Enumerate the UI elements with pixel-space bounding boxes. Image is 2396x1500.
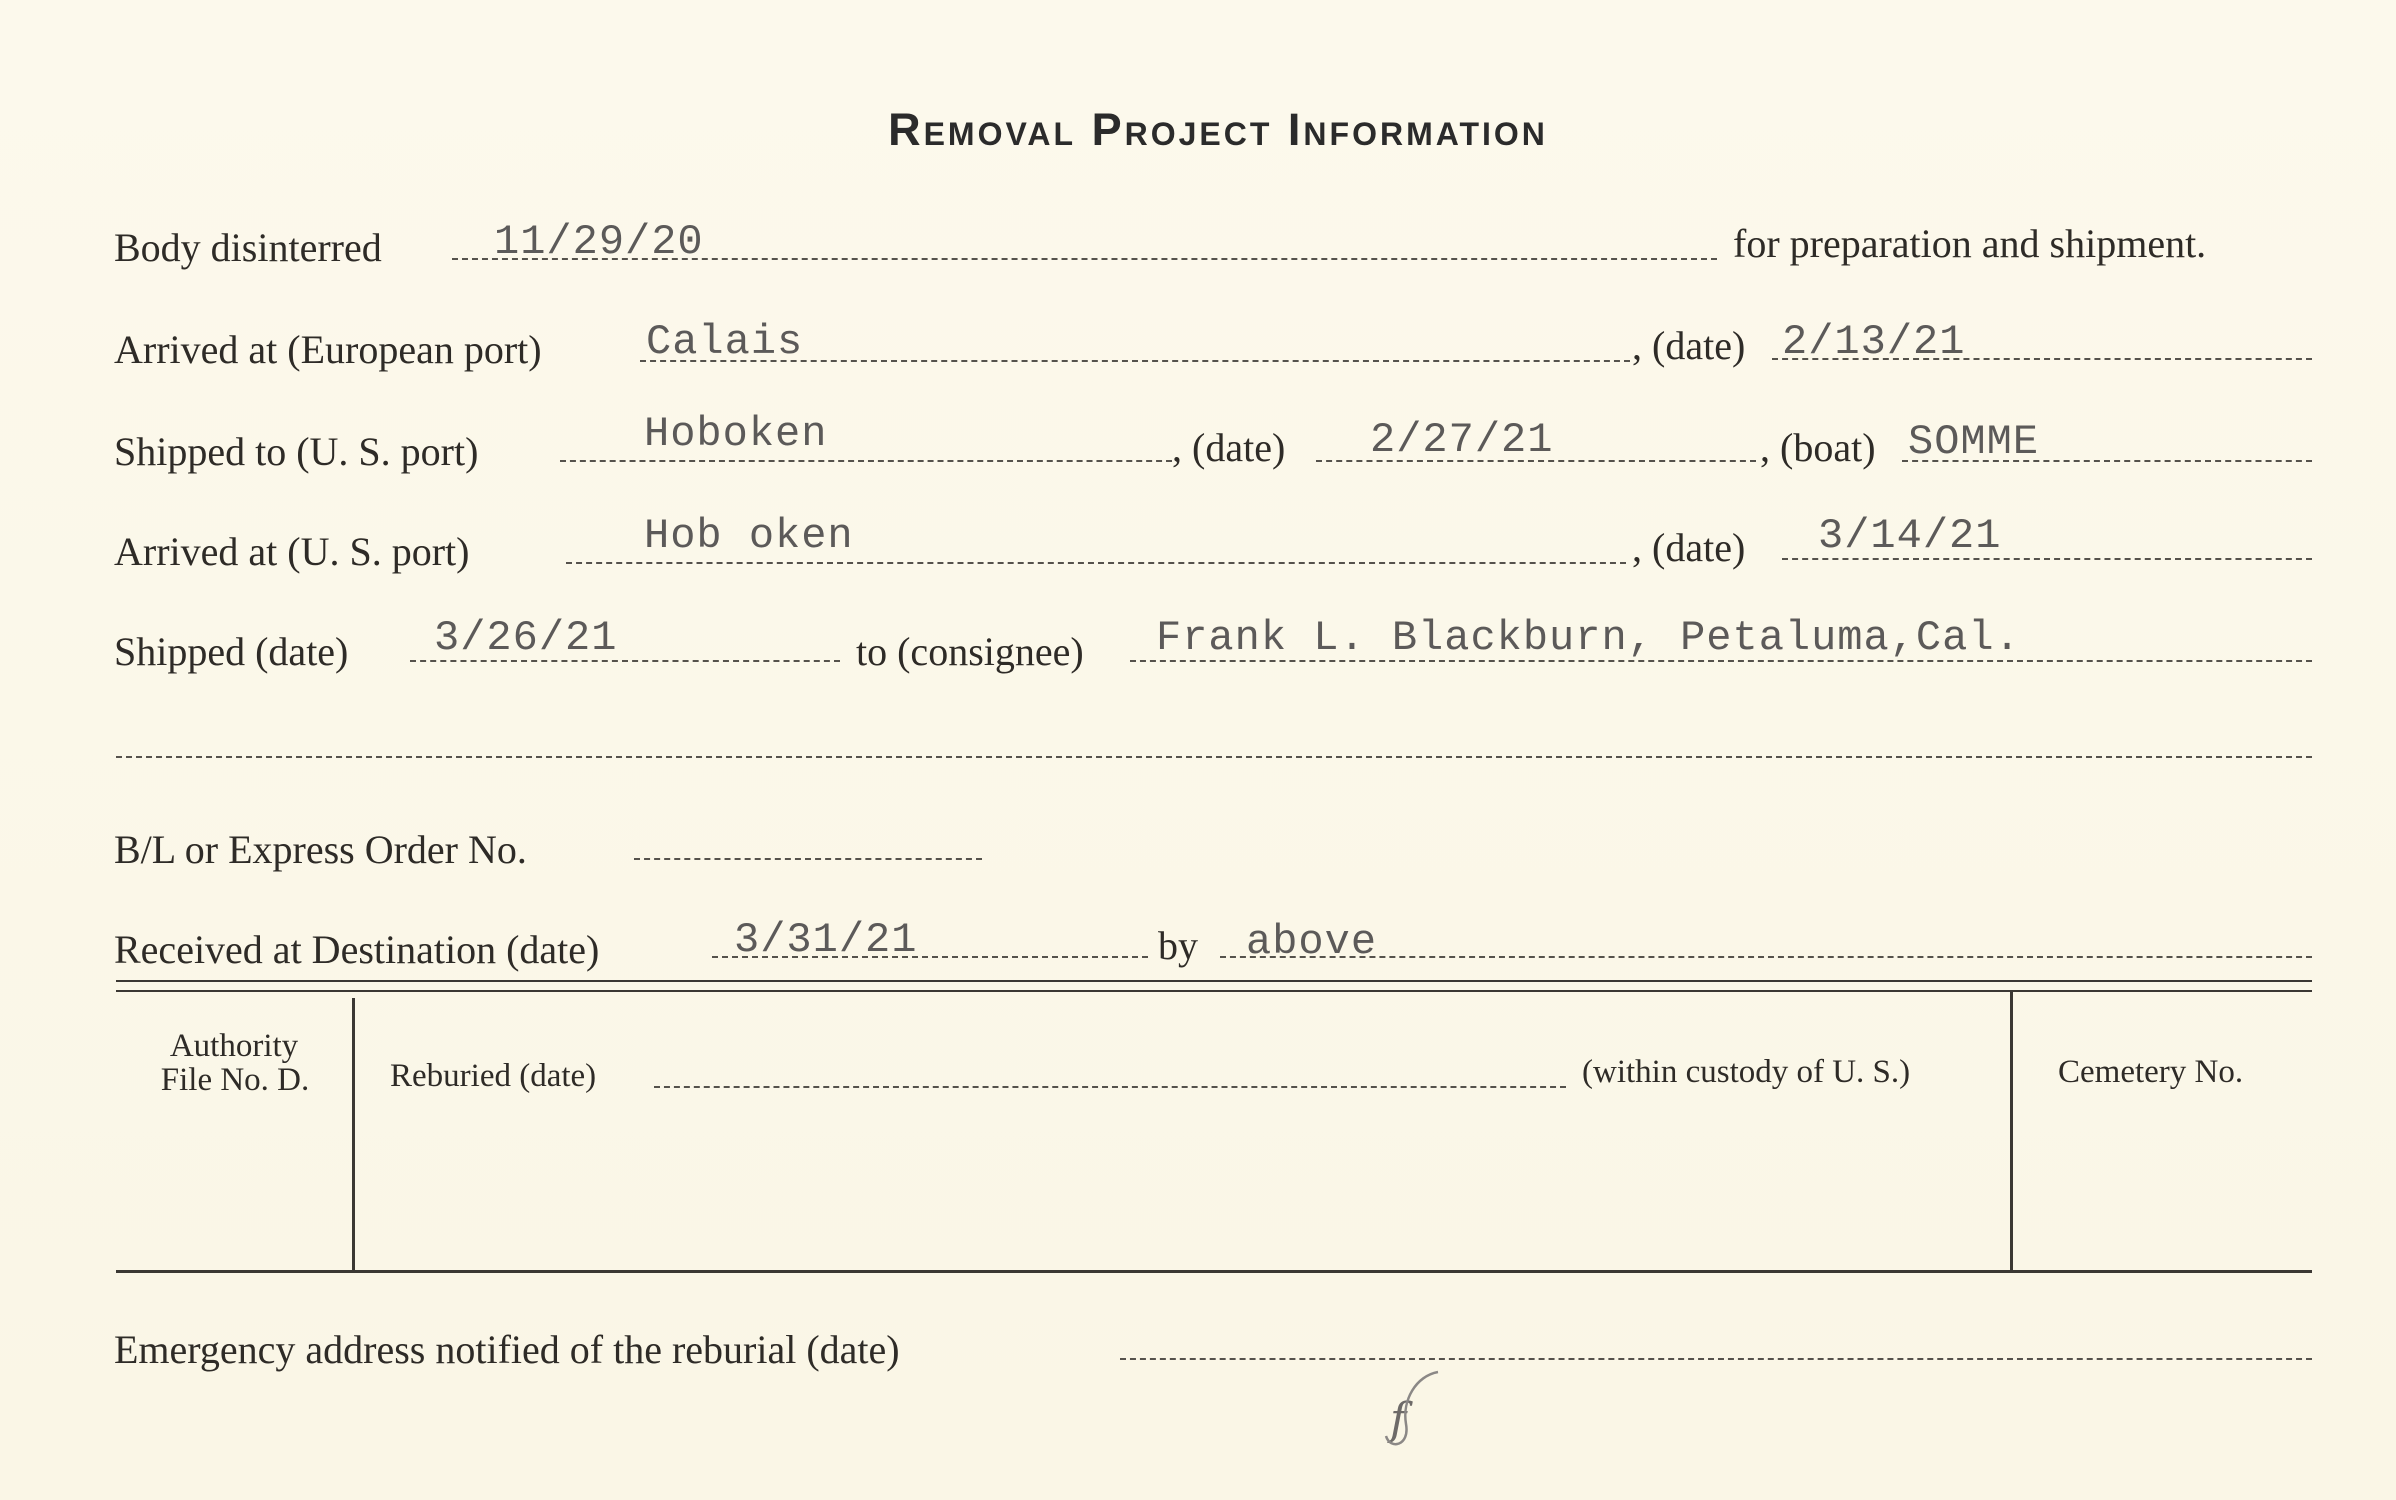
table-divider-left [352, 998, 355, 1270]
consignee-value: Frank L. Blackburn, Petaluma,Cal. [1156, 614, 2021, 662]
initial-loop [1376, 1366, 1456, 1456]
us-port-shipped-label: Shipped to (U. S. port) [114, 429, 479, 474]
table-top-rule [116, 980, 2312, 982]
disinterred-suffix: for preparation and shipment. [1733, 221, 2207, 266]
us-arrived-date-value: 3/14/21 [1818, 512, 2002, 560]
received-date-value: 3/31/21 [734, 916, 918, 964]
european-port-label: Arrived at (European port) [114, 327, 542, 372]
us-port-arrived-value: Hob oken [644, 512, 854, 560]
received-by-value: above [1246, 918, 1378, 966]
cemetery-label: Cemetery No. [2058, 1054, 2244, 1090]
boat-label: , (boat) [1760, 425, 1876, 470]
bl-line [634, 858, 982, 860]
us-port-shipped-value: Hoboken [644, 410, 828, 458]
reburied-label: Reburied (date) [390, 1058, 597, 1094]
us-port-arrived-line [566, 562, 1626, 564]
table-top-rule-inner [116, 990, 2312, 992]
reburied-line [654, 1086, 1566, 1088]
european-date-label: , (date) [1632, 323, 1746, 368]
authority-label-line2: File No. D. [160, 1062, 310, 1098]
bl-label: B/L or Express Order No. [114, 827, 527, 872]
table-divider-right [2010, 992, 2013, 1270]
shipped-date-value: 3/26/21 [434, 614, 618, 662]
us-arrived-date-label: , (date) [1632, 525, 1746, 570]
emergency-line [1120, 1358, 2312, 1360]
consignee-label: to (consignee) [856, 629, 1084, 674]
emergency-label: Emergency address notified of the reburial (date) [114, 1327, 900, 1372]
authority-label-line1: Authority [169, 1028, 299, 1064]
us-shipped-date-value: 2/27/21 [1370, 416, 1554, 464]
us-shipped-date-label: , (date) [1172, 425, 1286, 470]
disinterred-label: Body disinterred [114, 225, 382, 270]
table-bottom-rule [116, 1270, 2312, 1273]
received-by-label: by [1158, 923, 1198, 968]
consignee-continuation-line [116, 756, 2312, 758]
us-port-shipped-line [560, 460, 1172, 462]
us-port-arrived-label: Arrived at (U. S. port) [114, 529, 470, 574]
shipped-date-label: Shipped (date) [114, 629, 349, 674]
boat-value: SOMME [1908, 418, 2040, 466]
received-by-line [1220, 956, 2312, 958]
received-label: Received at Destination (date) [114, 927, 600, 972]
european-date-value: 2/13/21 [1782, 318, 1966, 366]
form-title: Removal Project Information [888, 104, 1548, 155]
custody-label: (within custody of U. S.) [1582, 1054, 1911, 1090]
european-port-value: Calais [646, 318, 804, 366]
initial-mark: f [1390, 1394, 1407, 1445]
disinterred-date: 11/29/20 [494, 218, 704, 266]
